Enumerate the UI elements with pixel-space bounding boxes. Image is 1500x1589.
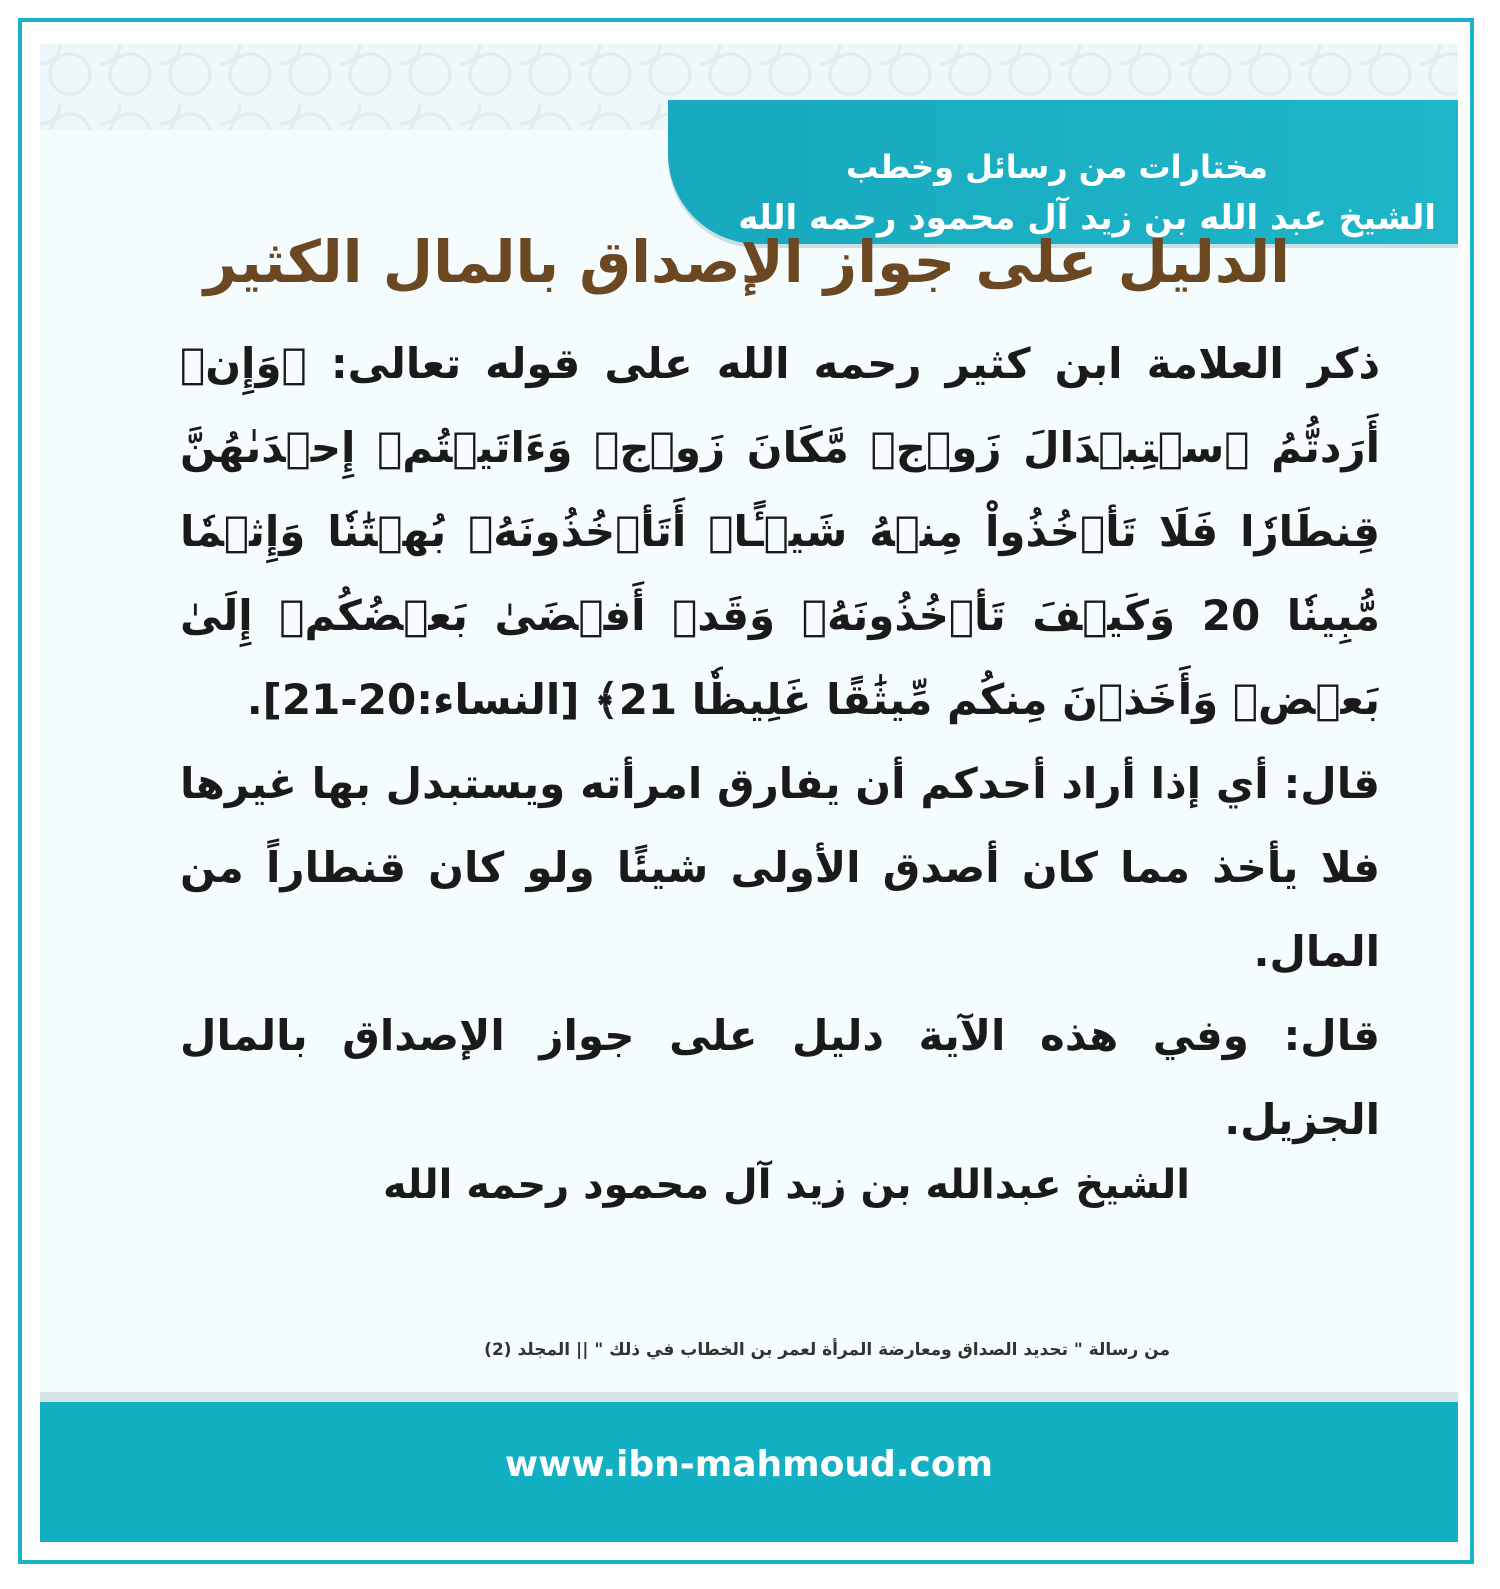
header-series-title: مختارات من رسائل وخطب xyxy=(845,148,1268,186)
header-author: الشيخ عبد الله بن زيد آل محمود رحمه الله xyxy=(738,198,1436,238)
footer-divider xyxy=(40,1392,1458,1402)
footer-bar xyxy=(40,1402,1458,1542)
article-body xyxy=(180,322,1380,1162)
paragraph-conclusion: قال: وفي هذه الآية دليل على جواز الإصداق بالمال الجزيل. xyxy=(180,1011,1380,1144)
header-banner xyxy=(668,100,1458,244)
source-note: من رسالة " تحديد الصداق ومعارضة المرأة لعمر بن الخطاب في ذلك " || المجلد (2) xyxy=(484,1340,1170,1360)
paragraph-explanation: قال: أي إذا أراد أحدكم أن يفارق امرأته ويستبدل بها غيرها فلا يأخذ مما كان أصدق الأولى شيئًا ولو كان قنطاراً من المال. xyxy=(180,759,1380,976)
page-title: الدليل على جواز الإصداق بالمال الكثير xyxy=(203,228,1290,296)
website-link[interactable]: www.ibn-mahmoud.com xyxy=(504,1444,994,1485)
paragraph-quote: ذكر العلامة ابن كثير رحمه الله على قوله تعالى: ﴿وَإِنۡ أَرَدتُّمُ ٱسۡتِبۡدَالَ زَوۡجٖ مَّكَانَ زَوۡجٖ وَءَاتَيۡتُمۡ إِحۡدَىٰهُنَّ قِنطَارٗا فَلَا تَأۡخُذُواْ مِنۡهُ شَيۡـًٔاۚ أَتَأۡخُذُونَهُۥ بُهۡتَٰنٗا وَإِثۡمٗا مُّبِينٗا 20 وَكَيۡفَ تَأۡخُذُونَهُۥ وَقَدۡ أَفۡضَىٰ بَعۡضُكُمۡ إِلَىٰ بَعۡضٖ وَأَخَذۡنَ مِنكُم مِّيثَٰقًا غَلِيظٗا 21﴾ [النساء:20-21]. xyxy=(180,339,1380,724)
author-signature: الشيخ عبدالله بن زيد آل محمود رحمه الله xyxy=(383,1162,1190,1208)
